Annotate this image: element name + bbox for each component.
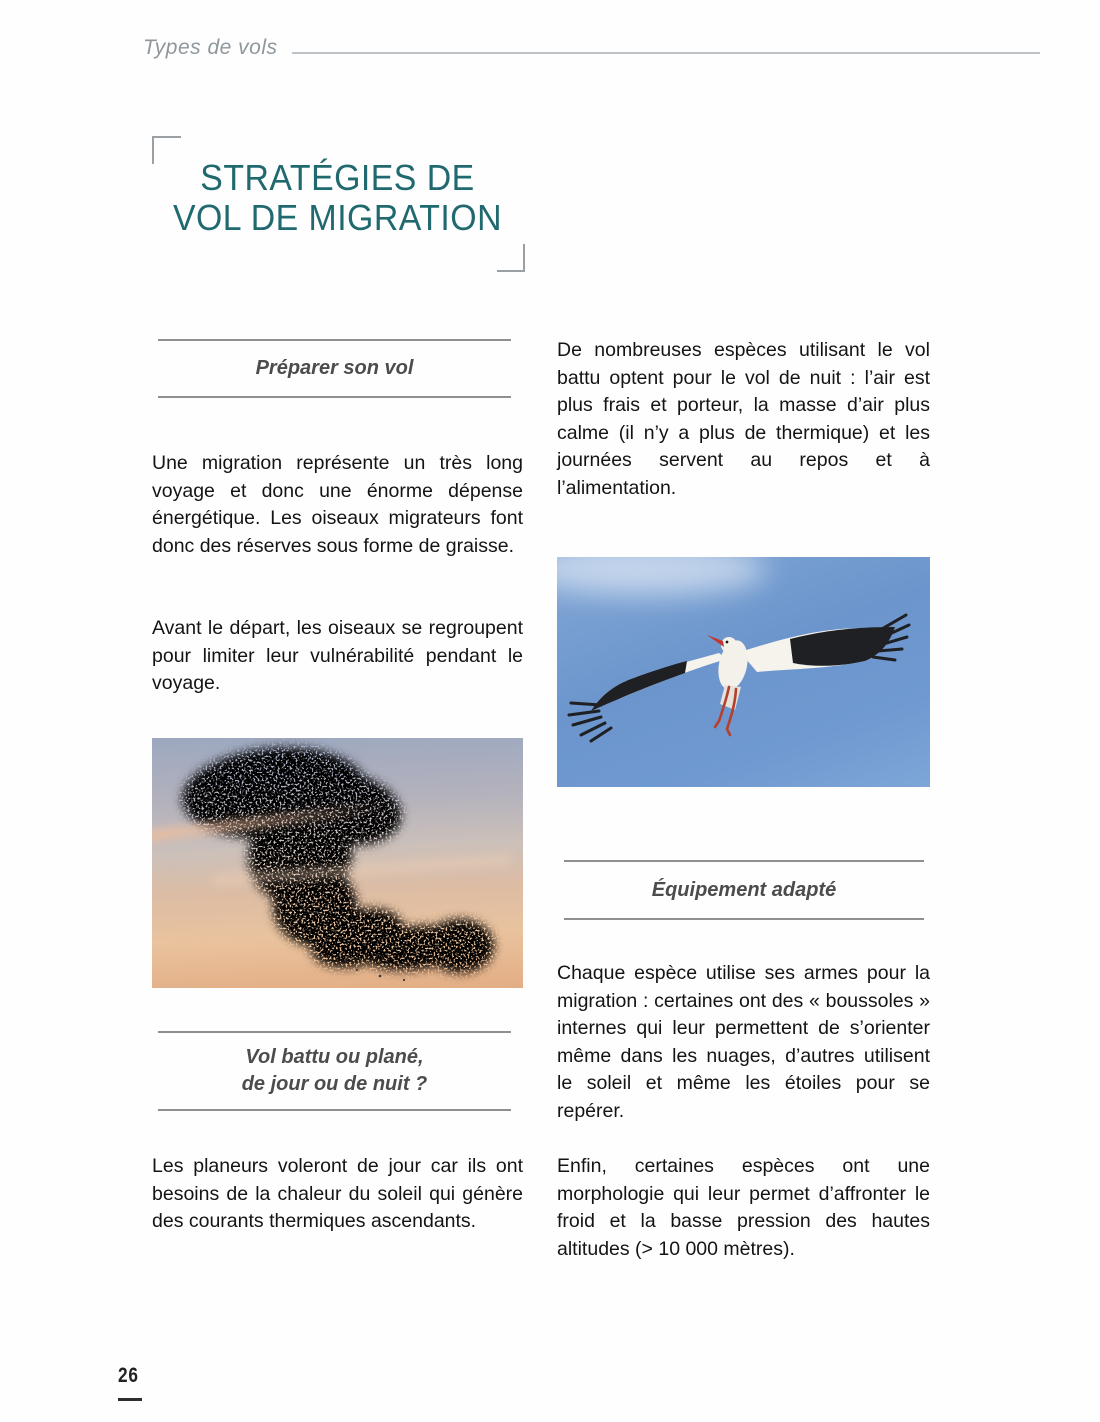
stork-photo (557, 557, 930, 787)
section-heading-text-line1: Vol battu ou plané, (245, 1046, 424, 1068)
section-heading-equipement (564, 860, 924, 920)
page-number: 26 (118, 1364, 139, 1387)
paragraph-morphologie: Enfin, certaines espèces ont une morphologie qui leur permet d’affronter le froid et la basse pression des hautes altitudes (> 10 000 mètres). (557, 1155, 930, 1260)
section-heading-text-line2: de jour ou de nuit ? (241, 1073, 428, 1095)
section-heading-vol-battu (158, 1031, 511, 1111)
paragraph-migration-energy: Une migration représente un très long voyage et donc une énorme dépense énergétique. Les oiseaux migrateurs font donc des réserves sous forme de graisse. (152, 452, 523, 557)
section-heading-text: Équipement adapté (651, 878, 837, 901)
paragraph-boussoles: Chaque espèce utilise ses armes pour la migration : certaines ont des « boussoles » internes qui leur permettent de s’orienter même dans les nuages, d’autres utilisent le soleil et même les étoiles pour se repérer. (557, 962, 930, 1122)
paragraph-vol-de-nuit: De nombreuses espèces utilisant le vol battu optent pour le vol de nuit : l’air est plus frais et porteur, la masse d’air plus calme (il n’y a plus de thermique) et les journées servent au repos et à l’alimentation. (557, 339, 930, 499)
chapter-title-line1: STRATÉGIES DE (200, 157, 475, 198)
section-heading-text: Préparer son vol (255, 357, 414, 379)
paragraph-regroupement: Avant le départ, les oiseaux se regroupent pour limiter leur vulnérabilité pendant le voyage. (152, 617, 523, 694)
chapter-title-line2: VOL DE MIGRATION (172, 197, 503, 238)
header-rule (292, 52, 1040, 54)
corner-bracket-bottom-right-icon (497, 244, 525, 272)
paragraph-planeurs: Les planeurs voleront de jour car ils ont besoins de la chaleur du soleil qui génère des courants thermiques ascendants. (152, 1155, 523, 1232)
running-header: Types de vols (143, 36, 278, 59)
chapter-title (150, 158, 525, 238)
page-number-rule (118, 1398, 142, 1401)
murmuration-photo (152, 738, 523, 988)
section-heading-preparer-son-vol (158, 339, 511, 398)
